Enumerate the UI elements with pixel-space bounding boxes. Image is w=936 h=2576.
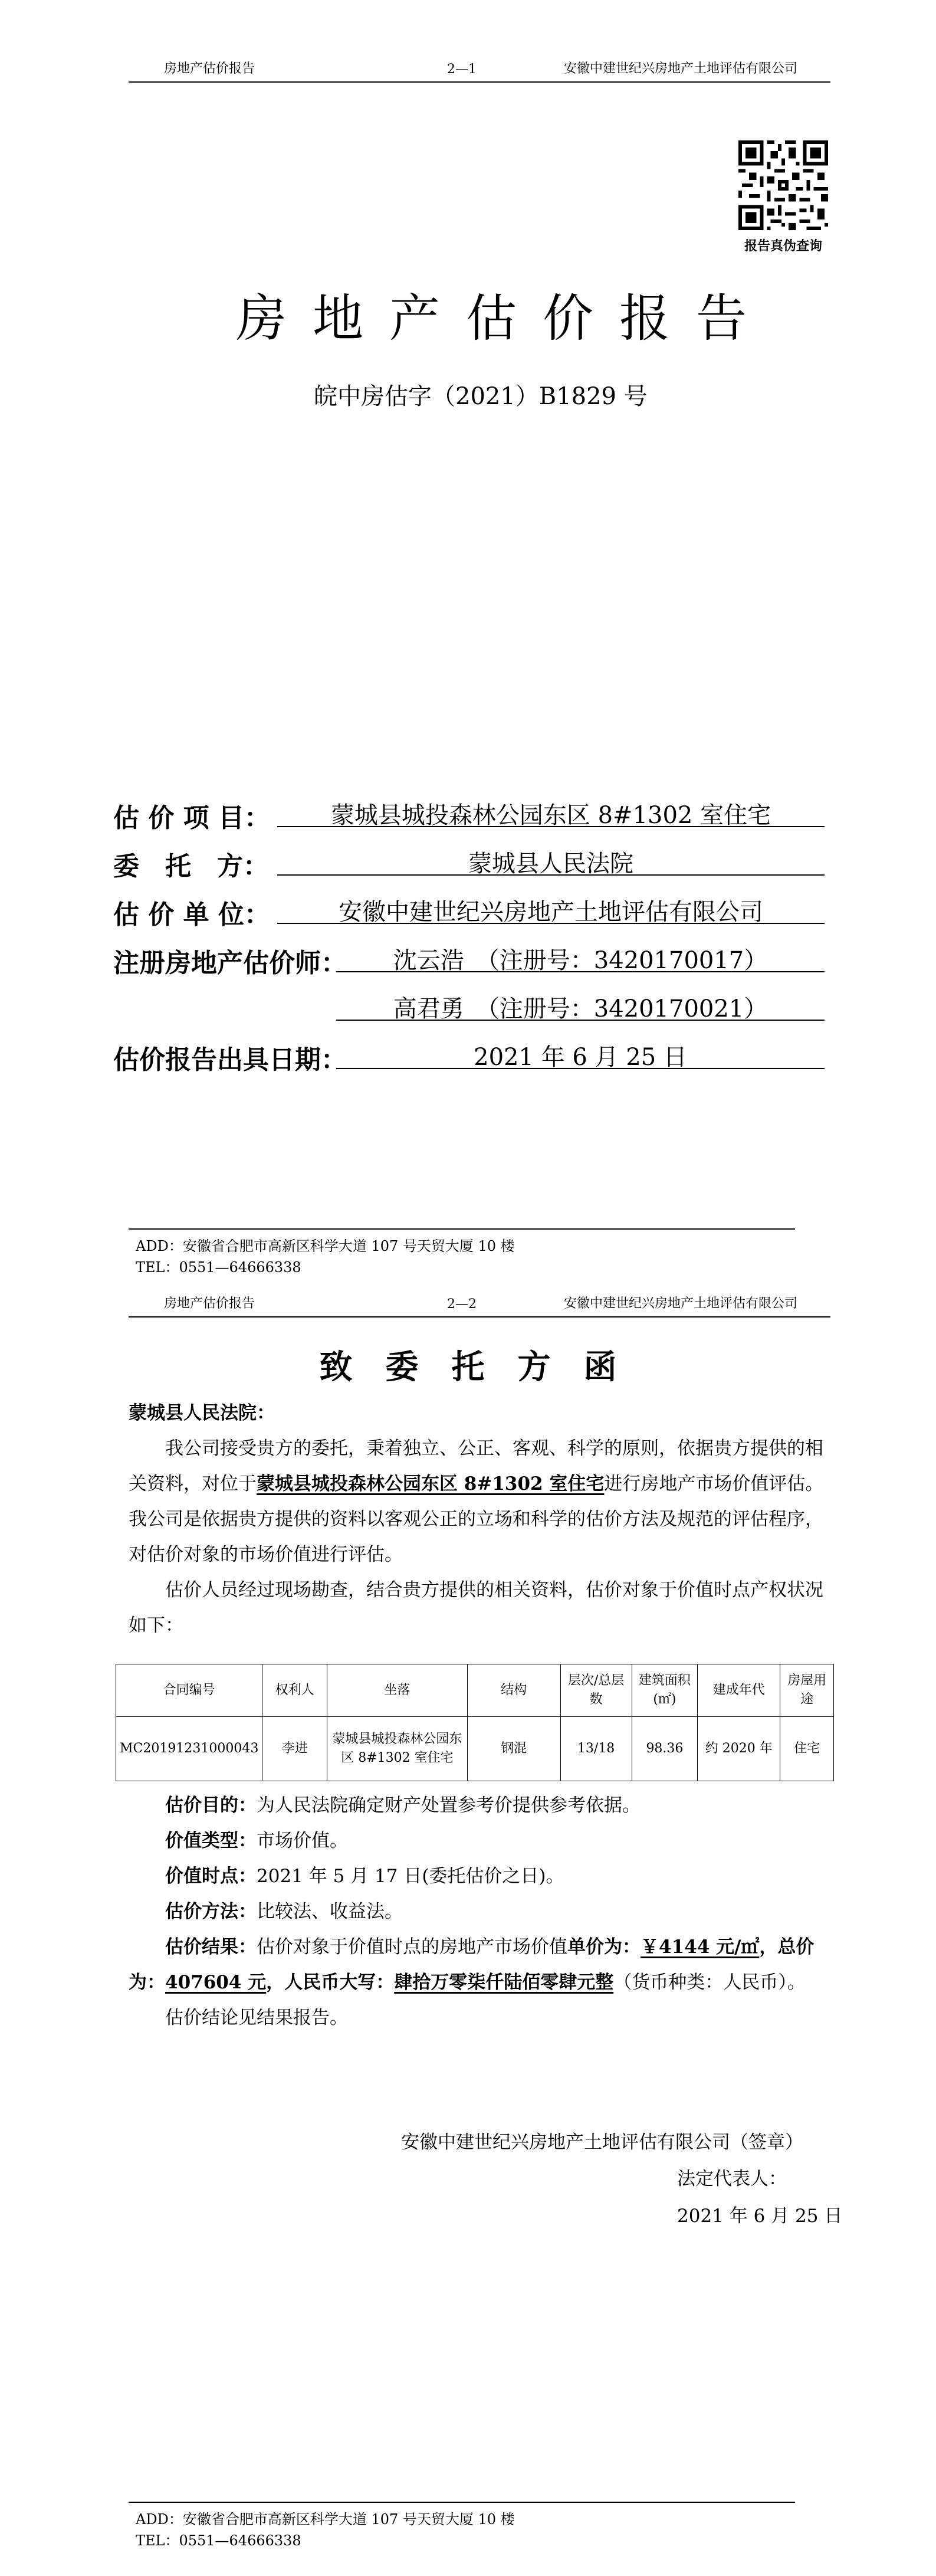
field-label: 估价方法： bbox=[165, 1901, 257, 1922]
valuation-summary bbox=[129, 1788, 830, 2036]
header-page-number: 2—1 bbox=[447, 62, 477, 77]
table-header-cell: 权利人 bbox=[262, 1664, 327, 1717]
footer-tel: TEL：0551—64666338 bbox=[136, 2532, 301, 2549]
text-span: （货币种类：人民币）。 bbox=[613, 1972, 806, 1993]
info-row-appraisers bbox=[113, 942, 347, 979]
footer-address: ADD：安徽省合肥市高新区科学大道 107 号天贸大厦 10 楼 bbox=[136, 2511, 515, 2528]
page-header bbox=[129, 54, 830, 83]
footer-address: ADD：安徽省合肥市高新区科学大道 107 号天贸大厦 10 楼 bbox=[136, 1238, 515, 1254]
table-header-cell: 坐落 bbox=[327, 1664, 467, 1717]
table-cell: MC20191231000043 bbox=[116, 1717, 262, 1781]
info-value-appraiser-org: 安徽中建世纪兴房地产土地评估有限公司 bbox=[277, 893, 825, 924]
qr-label: 报告真伪查询 bbox=[744, 238, 822, 254]
table-header-cell: 建成年代 bbox=[698, 1664, 780, 1717]
page-footer bbox=[129, 2502, 795, 2551]
page-footer bbox=[129, 1228, 795, 1278]
letter-page bbox=[0, 1289, 936, 2576]
info-label: 估价报告出具日期： bbox=[113, 1045, 347, 1075]
info-value-project: 蒙城县城投森林公园东区 8#1302 室住宅 bbox=[277, 797, 825, 827]
valuation-method bbox=[129, 1894, 830, 1929]
info-value-client: 蒙城县人民法院 bbox=[277, 845, 825, 876]
unit-price: ￥4144 元/㎡ bbox=[641, 1936, 760, 1958]
text-span: 估价对象于价值时点的房地产市场价值 bbox=[257, 1936, 567, 1958]
report-title: 房地产估价报告 bbox=[236, 289, 773, 348]
table-cell: 13/18 bbox=[560, 1717, 632, 1781]
table-cell: 98.36 bbox=[632, 1717, 698, 1781]
table-cell: 钢混 bbox=[467, 1717, 560, 1781]
field-value: 2021 年 5 月 17 日(委托估价之日)。 bbox=[257, 1866, 564, 1887]
valuation-purpose bbox=[129, 1788, 830, 1823]
conclusion-note: 估价结论见结果报告。 bbox=[165, 2007, 348, 2028]
table-cell: 蒙城县城投森林公园东区 8#1302 室住宅 bbox=[327, 1717, 467, 1781]
info-value-appraiser-2: 高君勇 （注册号：3420170021） bbox=[336, 990, 825, 1021]
info-label: 估 价 单 位： bbox=[113, 900, 270, 930]
field-label: 估价结果： bbox=[165, 1936, 257, 1958]
text-span: 单价为： bbox=[567, 1936, 641, 1958]
header-company: 安徽中建世纪兴房地产土地评估有限公司 bbox=[563, 1296, 797, 1311]
field-label: 价值时点： bbox=[165, 1866, 257, 1887]
info-label: 注册房地产估价师： bbox=[113, 948, 347, 978]
text-span: 进行房地产市场价值评估。我公司是依据贵方提供的资料以客观公正的立场和科学的估价方法及规范的评估程序，对估价对象的市场价值进行评估。 bbox=[129, 1473, 824, 1565]
table-cell: 李进 bbox=[262, 1717, 327, 1781]
header-left: 房地产估价报告 bbox=[164, 61, 255, 76]
info-value-appraiser-1: 沈云浩 （注册号：3420170017） bbox=[336, 942, 825, 972]
property-table bbox=[116, 1664, 834, 1781]
field-value: 市场价值。 bbox=[257, 1830, 348, 1851]
table-cell: 住宅 bbox=[780, 1717, 834, 1781]
table-row bbox=[116, 1717, 834, 1781]
sign-date: 2021 年 6 月 25 日 bbox=[677, 2205, 843, 2227]
table-cell: 约 2020 年 bbox=[698, 1717, 780, 1781]
header-page-number: 2—2 bbox=[447, 1297, 477, 1312]
table-header-cell: 结构 bbox=[467, 1664, 560, 1717]
addressee: 蒙城县人民法院： bbox=[129, 1402, 275, 1424]
paragraph-survey: 估价人员经过现场勘查，结合贵方提供的相关资料，估价对象于价值时点产权状况如下： bbox=[129, 1579, 823, 1636]
report-number: 皖中房估字（2021）B1829 号 bbox=[314, 383, 648, 410]
table-header-cell: 层次/总层数 bbox=[560, 1664, 632, 1717]
info-label: 估 价 项 目： bbox=[113, 803, 270, 833]
qr-code-icon[interactable] bbox=[738, 140, 828, 230]
total-price: 407604 元 bbox=[165, 1972, 267, 1993]
legal-representative: 法定代表人： bbox=[677, 2168, 787, 2190]
company-signature: 安徽中建世纪兴房地产土地评估有限公司（签章） bbox=[401, 2132, 803, 2153]
info-value-issue-date: 2021 年 6 月 25 日 bbox=[336, 1038, 825, 1069]
footer-tel: TEL：0551—64666338 bbox=[136, 1259, 301, 1276]
info-label: 委 托 方： bbox=[113, 851, 269, 881]
letter-body bbox=[129, 1395, 830, 1643]
info-row-client bbox=[113, 845, 269, 883]
total-price-uppercase: 肆拾万零柒仟陆佰零肆元整 bbox=[394, 1972, 614, 1993]
info-row-issue-date bbox=[113, 1038, 347, 1076]
table-header-cell: 建筑面积(㎡) bbox=[632, 1664, 698, 1717]
table-header-cell: 合同编号 bbox=[116, 1664, 262, 1717]
value-type bbox=[129, 1823, 830, 1859]
header-left: 房地产估价报告 bbox=[164, 1296, 255, 1311]
property-address: 蒙城县城投森林公园东区 8#1302 室住宅 bbox=[257, 1473, 605, 1495]
letter-title: 致委托方函 bbox=[319, 1348, 650, 1387]
paragraph-intro bbox=[129, 1431, 830, 1572]
text-span: ，人民币大写： bbox=[266, 1972, 395, 1993]
field-value: 为人民法院确定财产处置参考价提供参考依据。 bbox=[257, 1795, 641, 1816]
table-header-cell: 房屋用途 bbox=[780, 1664, 834, 1717]
text-span: 我公司接受贵方的委托，秉着独立、公正、客观、科学的原则，依据贵方提供的相关资料，对位于 bbox=[129, 1438, 823, 1495]
value-date bbox=[129, 1859, 830, 1894]
info-row-appraiser-org bbox=[113, 893, 270, 931]
page-header bbox=[129, 1289, 830, 1318]
field-label: 估价目的： bbox=[165, 1795, 257, 1816]
table-header-row bbox=[116, 1664, 834, 1717]
info-row-project bbox=[113, 797, 270, 834]
valuation-result bbox=[129, 1929, 830, 2000]
field-value: 比较法、收益法。 bbox=[257, 1901, 403, 1922]
text-span: ，总价为： bbox=[129, 1936, 815, 1993]
header-company: 安徽中建世纪兴房地产土地评估有限公司 bbox=[563, 61, 797, 76]
field-label: 价值类型： bbox=[165, 1830, 257, 1851]
